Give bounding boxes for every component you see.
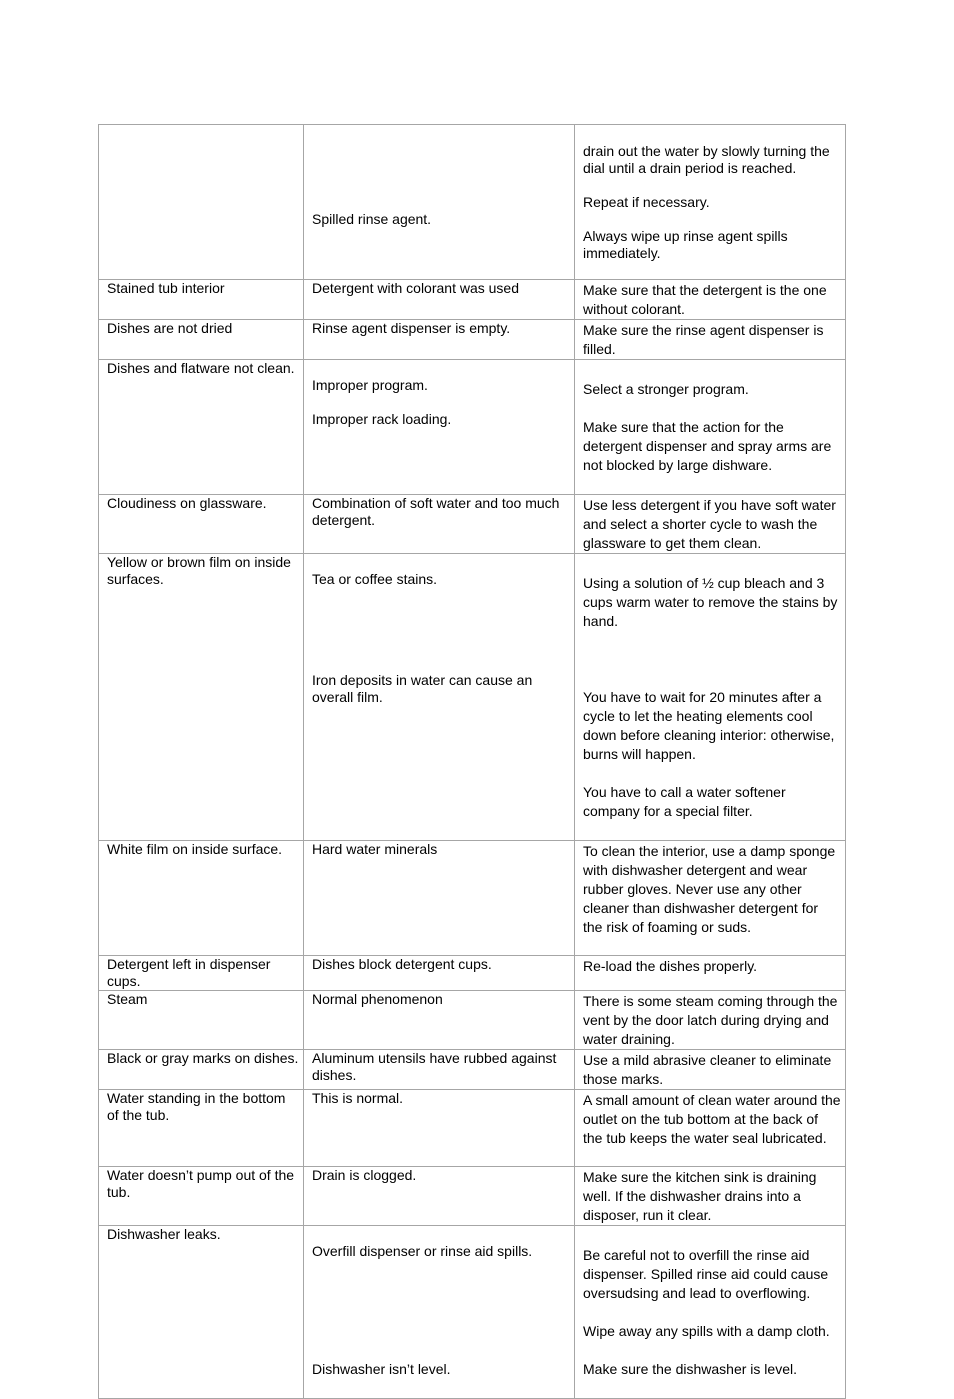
cause-cell [304, 1226, 575, 1399]
solution-line: You have to wait for 20 minutes after a cycle to let the heating elements cool down before cleaning interior: otherwise, burns will happen. [583, 689, 835, 762]
solution-cell [575, 280, 846, 320]
table-row [99, 991, 846, 1050]
solution-line: Make sure that the action for the detergent dispenser and spray arms are not blocked by large dishware. [583, 419, 832, 473]
solution-line: Repeat if necessary. [583, 194, 710, 210]
cause-line: Overfill dispenser or rinse aid spills. [312, 1243, 533, 1259]
cause-line: Detergent with colorant was used [312, 280, 519, 296]
solution-line: Use less detergent if you have soft water and select a shorter cycle to wash the glassware to get them clean. [583, 497, 836, 551]
problem-cell: Stained tub interior [99, 280, 304, 320]
solution-line: Be careful not to overfill the rinse aid dispenser. Spilled rinse aid could cause oversudsing and lead to overflowing. [583, 1247, 829, 1301]
cause-line: Drain is clogged. [312, 1167, 417, 1183]
table-row [99, 1167, 846, 1226]
solution-line: You have to call a water softener company for a special filter. [583, 784, 786, 819]
solution-cell [575, 495, 846, 554]
cause-cell [304, 125, 575, 280]
solution-line: There is some steam coming through the vent by the door latch during drying and water draining. [583, 993, 838, 1047]
cause-line: Tea or coffee stains. [312, 571, 438, 587]
cause-cell [304, 320, 575, 360]
table-row [99, 280, 846, 320]
table-row [99, 1090, 846, 1167]
table-row [99, 125, 846, 280]
solution-line: To clean the interior, use a damp sponge with dishwasher detergent and wear rubber gloves. Never use any other cleaner than dishwasher detergent for the risk of foaming or suds. [583, 843, 836, 935]
solution-cell [575, 1167, 846, 1226]
problem-cell: Steam [99, 991, 304, 1050]
table-row [99, 956, 846, 991]
cause-cell [304, 1167, 575, 1226]
solution-line: A small amount of clean water around the outlet on the tub bottom at the back of the tub keeps the water seal lubricated. [583, 1092, 841, 1146]
problem-cell [99, 125, 304, 280]
solution-line: Using a solution of ½ cup bleach and 3 cups warm water to remove the stains by hand. [583, 575, 838, 629]
problem-cell: Water doesn’t pump out of the tub. [99, 1167, 304, 1226]
cause-cell [304, 1050, 575, 1090]
problem-cell: Dishwasher leaks. [99, 1226, 304, 1399]
solution-cell [575, 554, 846, 841]
solution-line: Make sure the rinse agent dispenser is filled. [583, 322, 824, 357]
problem-cell: Black or gray marks on dishes. [99, 1050, 304, 1090]
solution-cell [575, 956, 846, 991]
problem-cell: Detergent left in dispenser cups. [99, 956, 304, 991]
solution-line: Use a mild abrasive cleaner to eliminate those marks. [583, 1052, 832, 1087]
cause-line: Rinse agent dispenser is empty. [312, 320, 511, 336]
table-row [99, 1050, 846, 1090]
solution-cell [575, 841, 846, 956]
cause-cell [304, 360, 575, 495]
cause-line: Hard water minerals [312, 841, 438, 857]
cause-line: Iron deposits in water can cause an overall film. [312, 672, 533, 705]
solution-line: Make sure the kitchen sink is draining well. If the dishwasher drains into a disposer, run it clear. [583, 1169, 817, 1223]
table-row [99, 554, 846, 841]
table-row [99, 360, 846, 495]
cause-cell [304, 956, 575, 991]
problem-cell: Water standing in the bottom of the tub. [99, 1090, 304, 1167]
cause-cell [304, 991, 575, 1050]
table-row [99, 495, 846, 554]
solution-line: Select a stronger program. [583, 381, 749, 397]
solution-line: Make sure the dishwasher is level. [583, 1361, 797, 1377]
table-row [99, 841, 846, 956]
solution-cell [575, 1226, 846, 1399]
solution-line: Make sure that the detergent is the one without colorant. [583, 282, 827, 317]
problem-cell: Dishes and flatware not clean. [99, 360, 304, 495]
cause-cell [304, 280, 575, 320]
solution-cell [575, 1050, 846, 1090]
table-body [99, 125, 846, 1399]
cause-line: Dishes block detergent cups. [312, 956, 492, 972]
table-row [99, 1226, 846, 1399]
problem-cell: Yellow or brown film on inside surfaces. [99, 554, 304, 841]
problem-cell: White film on inside surface. [99, 841, 304, 956]
solution-cell [575, 125, 846, 280]
solution-cell [575, 360, 846, 495]
cause-cell [304, 1090, 575, 1167]
solution-line: Wipe away any spills with a damp cloth. [583, 1323, 830, 1339]
solution-line: drain out the water by slowly turning the dial until a drain period is reached. [583, 143, 830, 176]
cause-cell [304, 841, 575, 956]
cause-line: Dishwasher isn’t level. [312, 1361, 451, 1377]
cause-cell [304, 495, 575, 554]
problem-cell: Cloudiness on glassware. [99, 495, 304, 554]
cause-line: Spilled rinse agent. [312, 211, 432, 227]
cause-line: This is normal. [312, 1090, 404, 1106]
cause-line: Combination of soft water and too much detergent. [312, 495, 560, 528]
solution-line: Always wipe up rinse agent spills immediately. [583, 228, 788, 261]
solution-cell [575, 320, 846, 360]
problem-cell: Dishes are not dried [99, 320, 304, 360]
solution-cell [575, 991, 846, 1050]
cause-line: Normal phenomenon [312, 991, 443, 1007]
cause-line: Aluminum utensils have rubbed against dishes. [312, 1050, 557, 1083]
cause-line: Improper program. [312, 377, 428, 393]
cause-cell [304, 554, 575, 841]
troubleshooting-table [98, 124, 846, 1399]
cause-line: Improper rack loading. [312, 411, 452, 427]
solution-cell [575, 1090, 846, 1167]
table-row [99, 320, 846, 360]
solution-line: Re-load the dishes properly. [583, 958, 758, 974]
